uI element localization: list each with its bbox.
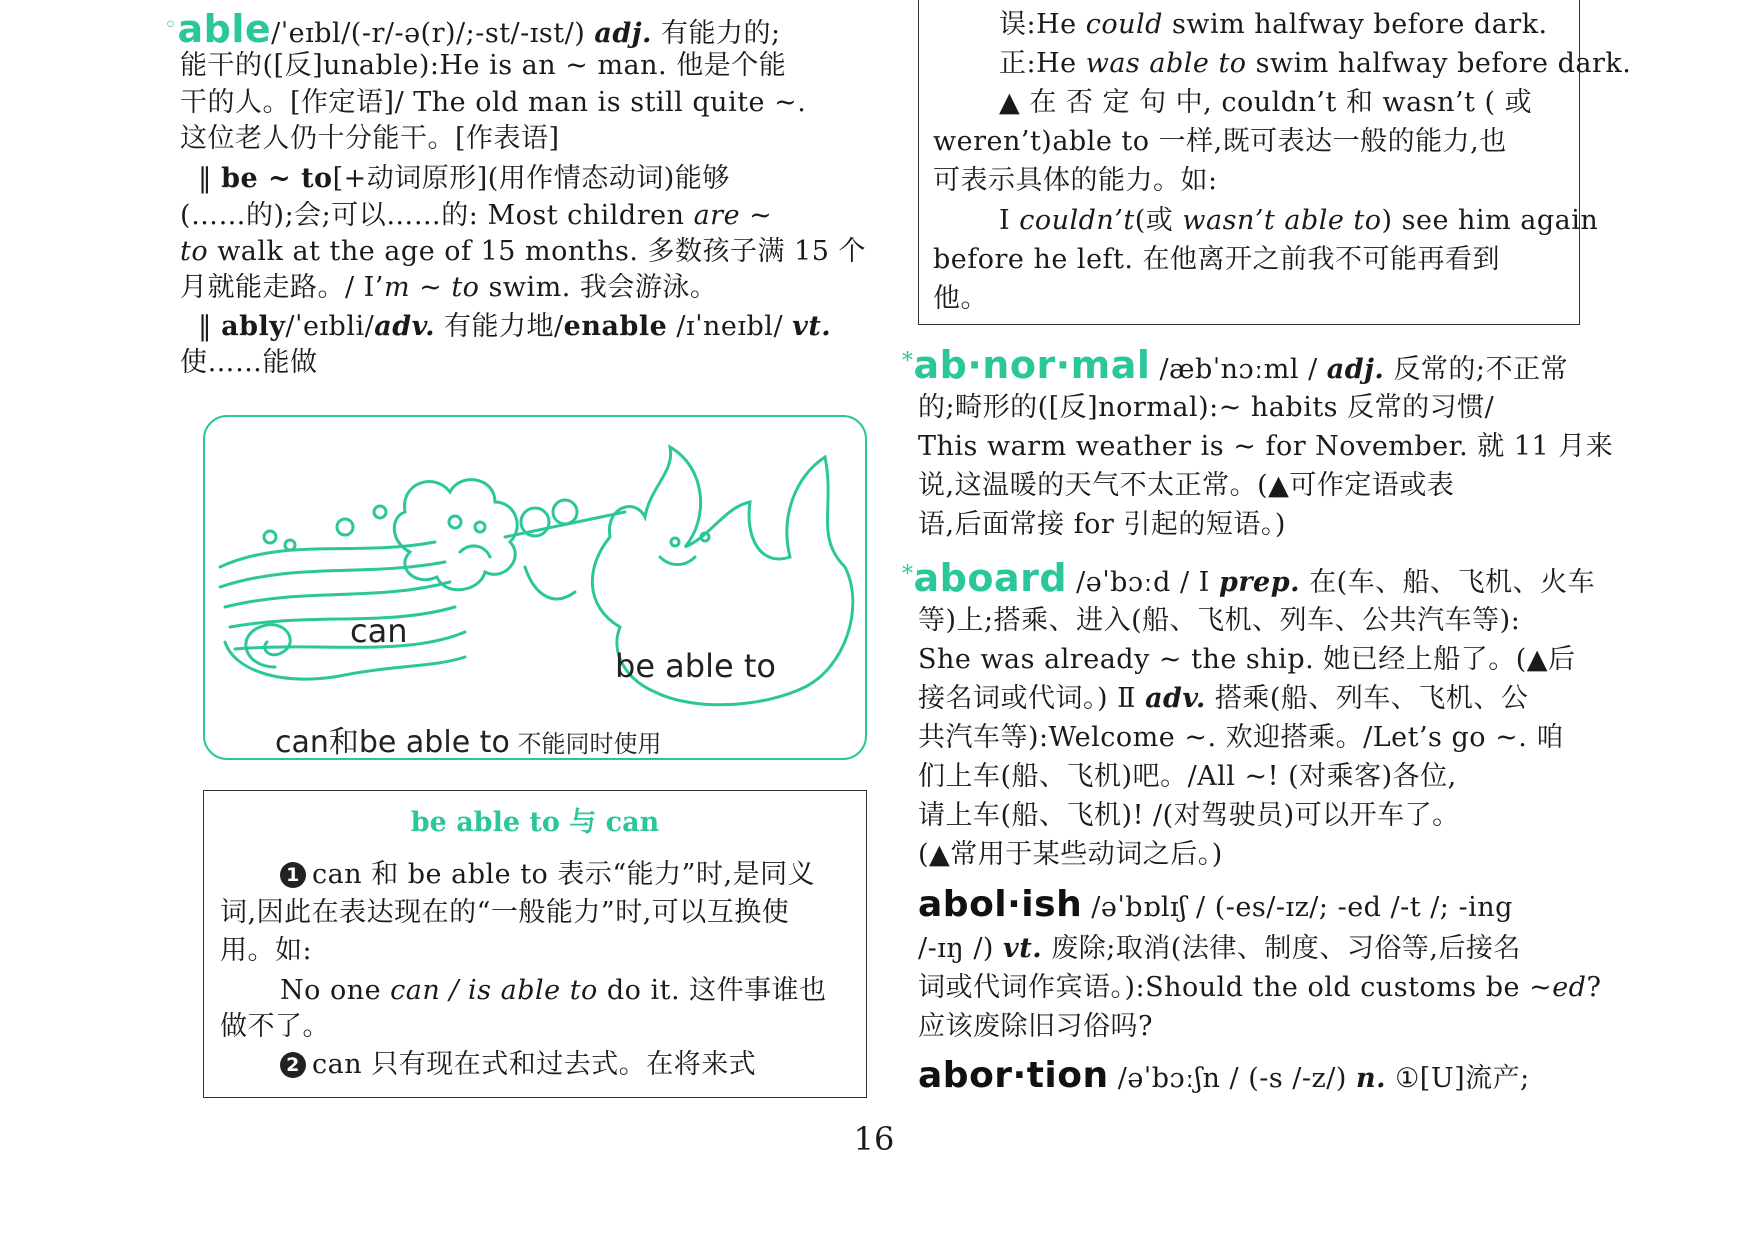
text: 词或代词作宾语。):Should the old customs be (918, 972, 1530, 1003)
definition: 有能力地/ (434, 311, 564, 342)
entry-abnormal-line5: 语,后面常接 for 引起的短语。) (918, 509, 1286, 540)
entry-able-line4: 这位老人仍十分能干。[作表语] (180, 123, 560, 154)
definition: ①[U]流产; (1386, 1063, 1530, 1094)
usage-note-box-left (203, 790, 867, 1098)
text: 误:He (999, 9, 1086, 40)
caption-note: 不能同时使用 (509, 730, 662, 758)
text: ? (1586, 972, 1602, 1003)
usage-note-line5: 可表示具体的能力。如: (933, 165, 1218, 196)
usage-note-box-right (918, 0, 1632, 325)
usage-note-line6 (220, 1047, 756, 1083)
headword-abolish: abol·ish (918, 884, 1083, 925)
entry-aboard-line2: 等)上;搭乘、进入(船、飞机、列车、公共汽车等): (918, 605, 1521, 636)
text: ) see him again (1381, 205, 1599, 236)
part-of-speech: n. (1355, 1063, 1386, 1094)
entry-aboard-line8: (▲常用于某些动词之后。) (918, 839, 1223, 870)
text: swim halfway before dark. (1246, 48, 1632, 79)
italic-text: ~ed (1529, 972, 1587, 1003)
italic-text: couldn’t (1019, 205, 1135, 236)
italic-text: are ~ (693, 200, 773, 231)
label-be-able-to: be able to (615, 647, 776, 685)
text: No one (280, 975, 391, 1006)
entry-abnormal-line1 (902, 343, 1568, 388)
caption-main: can和be able to (275, 725, 510, 760)
wind-and-fire-drawing (205, 417, 867, 760)
italic-text: can / is able to (390, 975, 598, 1006)
usage-note-line3: ▲ 在 否 定 句 中, couldn’t 和 wasn’t ( 或 (999, 87, 1533, 118)
entry-abolish-line1 (918, 884, 1513, 926)
entry-aboard-line3: She was already ~ the ship. 她已经上船了。(▲后 (918, 644, 1576, 675)
part-of-speech: vt. (1003, 933, 1043, 964)
definition: 有能力的; (651, 18, 781, 49)
definition: 反常的;不正常 (1384, 354, 1568, 385)
entry-aboard-line5: 共汽车等):Welcome ~. 欢迎搭乘。/Let’s go ~. 咱 (918, 722, 1564, 753)
entry-able-line1 (164, 7, 781, 52)
headword-abortion: abor·tion (918, 1055, 1109, 1096)
usage-note-wrong (999, 7, 1548, 43)
part-of-speech: adv. (1145, 683, 1206, 714)
usage-note-line3: 用。如: (220, 935, 313, 966)
usage-note-line8: 他。 (933, 283, 988, 314)
text: (或 (1134, 205, 1183, 236)
entry-abolish-line4: 应该废除旧习俗吗? (918, 1011, 1153, 1042)
entry-aboard-line6: 们上车(船、飞机)吧。/All ~! (对乘客)各位, (918, 761, 1457, 792)
phrase-definition: [+动词原形](用作情态动词)能够 (332, 163, 730, 194)
double-bar: ‖ (198, 311, 222, 342)
entry-abnormal-line4: 说,这温暖的天气不太正常。(▲可作定语或表 (918, 470, 1455, 501)
entry-abolish-line3 (918, 970, 1601, 1006)
headword-able: able (177, 7, 272, 51)
text: 月就能走路。/ I’ (180, 272, 384, 303)
usage-note-line4: weren’t)able to 一样,既可表达一般的能力,也 (933, 126, 1507, 157)
pronunciation: /əˈbɔːʃn / (-s /-z/) (1108, 1063, 1356, 1094)
text: can 和 be able to 表示“能力”时,是同义 (312, 859, 816, 890)
entry-aboard-line1 (902, 556, 1596, 601)
pronunciation: /ˈeɪbli/ (285, 311, 375, 342)
usage-note-correct (999, 46, 1631, 82)
entry-able-line10: 使……能做 (180, 347, 318, 378)
illustration-can-vs-be-able-to (203, 415, 867, 760)
entry-abnormal-line3: This warm weather is ~ for November. 就 11 月来 (918, 431, 1614, 462)
text: swim halfway before dark. (1162, 9, 1548, 40)
derived-word-enable: enable (563, 311, 668, 342)
derived-word-ably: ably (221, 311, 286, 342)
usage-note-line6 (999, 203, 1598, 239)
key-word-star-icon: * (902, 349, 914, 374)
entry-able-line9 (180, 309, 831, 345)
italic-text: was able to (1085, 48, 1247, 79)
text: 废除;取消(法律、制度、习俗等,后接名 (1042, 933, 1521, 964)
pronunciation: /ˈeɪbl/(-r/-ə(r)/;-st/-ɪst/) (271, 18, 586, 49)
headword-aboard: aboard (913, 556, 1068, 600)
entry-able-line8 (180, 270, 717, 306)
pronunciation: /əˈbɔːd / I (1067, 567, 1219, 598)
entry-abnormal-line2: 的;畸形的([反]normal):~ habits 反常的习惯/ (918, 392, 1495, 423)
text: 搭乘(船、列车、飞机、公 (1205, 683, 1529, 714)
part-of-speech: adj. (1326, 354, 1385, 385)
entry-aboard-line4 (918, 681, 1528, 717)
text: (……的);会;可以……的: Most children (180, 200, 694, 231)
entry-abolish-line2 (918, 931, 1521, 967)
part-of-speech: adv. (374, 311, 435, 342)
pronunciation: /æbˈnɔːml / (1150, 354, 1327, 385)
part-of-speech: vt. (792, 311, 832, 342)
frequency-ring-icon: ◦ (164, 13, 178, 38)
key-word-star-icon: * (902, 562, 914, 587)
part-of-speech: prep. (1218, 567, 1300, 598)
usage-note-line7: before he left. 在他离开之前我不可能再看到 (933, 244, 1501, 275)
italic-text: wasn’t able to (1182, 205, 1382, 236)
pronunciation: /ɪˈneɪbl/ (667, 311, 793, 342)
headword-abnormal: ab·nor·mal (913, 343, 1151, 387)
entry-able-line3: 干的人。[作定语]/ The old man is still quite ~. (180, 87, 807, 118)
label-can: can (350, 612, 408, 650)
part-of-speech: adj. (594, 18, 652, 49)
entry-able-line5 (180, 161, 730, 197)
italic-text: m ~ to (383, 272, 480, 303)
entry-aboard-line7: 请上车(船、飞机)! /(对驾驶员)可以开车了。 (918, 800, 1460, 831)
text: /-ɪŋ /) (918, 933, 1004, 964)
entry-abortion-line1 (918, 1055, 1530, 1097)
text: 接名词或代词。) Ⅱ (918, 683, 1146, 714)
text: swim. 我会游泳。 (479, 272, 718, 303)
text: walk at the age of 15 months. 多数孩子满 15 个 (208, 236, 867, 267)
usage-note-title: be able to 与 can (410, 807, 660, 838)
text: 正:He (999, 48, 1086, 79)
number-1-icon: 1 (280, 862, 306, 888)
entry-able-line6 (180, 198, 772, 234)
usage-note-line1 (220, 857, 815, 893)
text: I (999, 205, 1020, 236)
pronunciation: /əˈbɒlɪʃ / (-es/-ɪz/; -ed /-t /; -ing (1082, 892, 1513, 923)
italic-text: could (1085, 9, 1163, 40)
entry-able-line7 (180, 234, 866, 270)
entry-able-line2: 能干的([反]unable):He is an ~ man. 他是个能 (180, 50, 787, 81)
double-bar: ‖ (198, 163, 222, 194)
usage-note-line2: 词,因此在表达现在的“一般能力”时,可以互换使 (220, 897, 790, 928)
page-number: 16 (853, 1120, 895, 1158)
usage-note-line5: 做不了。 (220, 1011, 330, 1042)
definition: 在(车、船、飞机、火车 (1300, 567, 1596, 598)
usage-note-line4 (220, 973, 827, 1009)
text: can 只有现在式和过去式。在将来式 (312, 1049, 757, 1080)
italic-text: to (180, 236, 209, 267)
phrase-be-able-to: be ~ to (221, 163, 333, 194)
illustration-caption (275, 717, 661, 760)
text: do it. 这件事谁也 (597, 975, 827, 1006)
number-2-icon: 2 (280, 1052, 306, 1078)
